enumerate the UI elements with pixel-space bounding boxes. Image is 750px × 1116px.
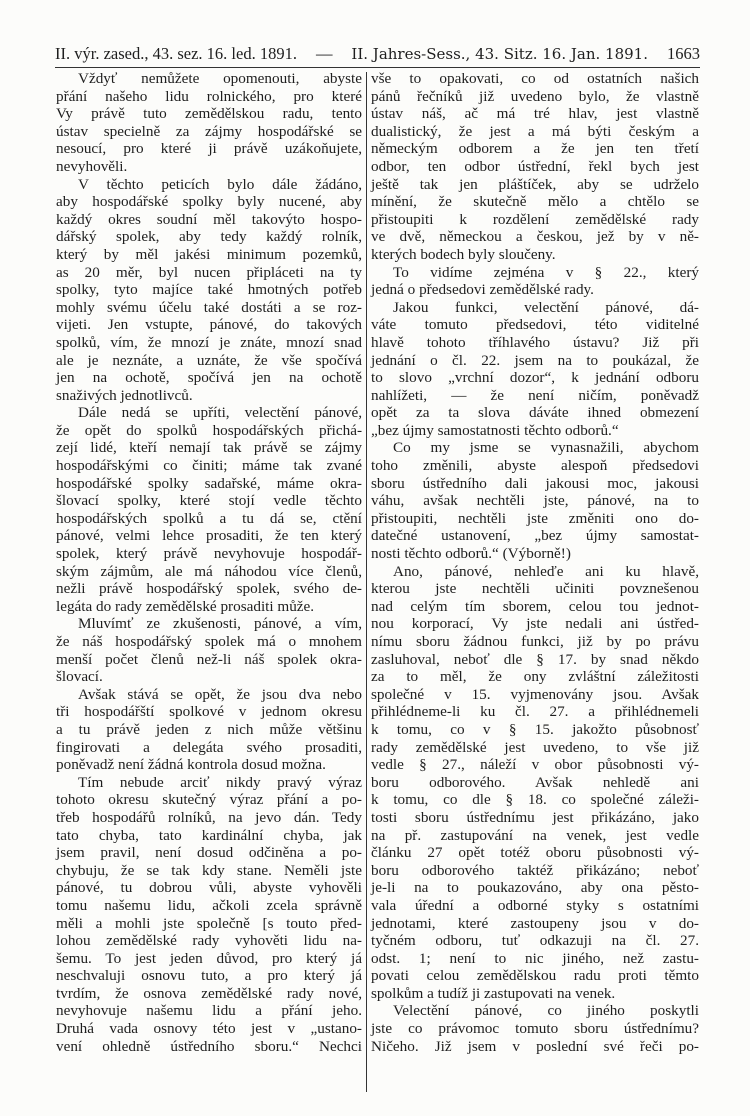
text-line: článku 27 opět totéž oboru působnosti vý- — [371, 844, 699, 862]
text-line: jsem pravil, není dosud odčiněna a po- — [56, 844, 362, 862]
text-line: Vždyť nemůžete opomenouti, abyste — [78, 70, 362, 87]
text-line: přihlédneme-li ku čl. 27. a přihlédnemeli — [371, 703, 699, 721]
text-line: vala úřední a odborné styky s ostatními — [371, 896, 699, 914]
text-line: boru odborového. Avšak nehledě ani — [371, 773, 699, 791]
text-line: poněvadž není žádná kontrola dosud možna. — [56, 756, 326, 774]
text-line: tato chyba, tato kardinální chyba, jak — [56, 826, 362, 844]
text-line: dualistický, že jest a má býti českým a — [371, 122, 699, 140]
text-line: šlovací. — [56, 668, 103, 686]
text-line: hospodářské spolky sadařské, máme okra- — [56, 474, 362, 492]
text-line: německým odborem a že jen ten třetí — [371, 140, 699, 158]
text-line: tohoto okresu skutečný výraz přání a po- — [56, 791, 362, 809]
right-column — [371, 70, 699, 1055]
text-line: spolky, tyto majíce také hmotných potřeb — [56, 281, 362, 299]
text-line: menší počet členů než-li náš spolek okra- — [56, 650, 362, 668]
text-line: ve dvě, německou a českou, jež by v ně- — [371, 228, 699, 246]
text-line: nahlížeti, — že není ničím, poněvadž — [371, 386, 699, 404]
text-line: jedná o předsedovi zemědělské rady. — [371, 281, 594, 299]
text-line: Co my jsme se vynasnažili, abychom — [393, 439, 699, 457]
text-line: sboru ústředního dali jakousi moc, jakousi — [371, 474, 699, 492]
left-column — [56, 70, 362, 1055]
text-line: hospodářských spolků a tu dá se, ctění — [56, 509, 362, 527]
text-line: chybuju, že se tak kdy stane. Neměli jste — [56, 861, 362, 879]
text-line: každý okres soudní měl takovýto hospo- — [56, 210, 362, 228]
text-line: Mluvímť ze zkušenosti, pánové, a vím, — [78, 615, 362, 633]
text-line: „bez újmy samostatnosti těchto odborů.“ — [371, 421, 619, 439]
text-line: nou korporací, Vy jste nedali ani ústřed- — [371, 615, 699, 633]
text-line: k tomu, co dle § 18. co společné záleži- — [371, 791, 699, 809]
text-line: opět za ta slova dáváte ihned obmezení — [371, 404, 699, 422]
text-line: Velectění pánové, co jiného poskytli — [393, 1002, 699, 1020]
text-line: ale je neznáte, a uznáte, že vše spočívá — [56, 351, 362, 369]
text-line: to slovo „vrchní dozor“, k jednání odboru — [371, 369, 699, 387]
text-line: tři hospodářští spolkové v jednom okresu — [56, 703, 362, 721]
column-divider — [366, 72, 367, 1092]
text-line: spolků, vím, že mnozí je znáte, mnozí snad — [56, 333, 362, 351]
text-line: jednotami, které zastoupeny jsou v do- — [371, 914, 699, 932]
text-line: pánové, tu dobrou vůli, abyste vyhověli — [56, 879, 362, 897]
text-line: šlovací spolky, které stojí vedle těchto — [56, 492, 362, 510]
text-line: tosti sboru ústřednímu jest přikázáno, jako — [371, 808, 699, 826]
text-line: Ano, pánové, nehleďe ani ku hlavě, — [393, 562, 699, 580]
text-line: pánové, velmi lehce prosaditi, že ten který — [56, 527, 362, 545]
text-line: ským zájmům, ale má náhodou více členů, — [56, 562, 362, 580]
text-line: nevyhověli. — [56, 157, 128, 175]
text-line: že náš hospodářský spolek má o mnohem — [56, 633, 362, 650]
text-line: nesoucí, pro které ji právě uzákoňujete, — [56, 140, 362, 158]
text-line: třeb hospodářů rolníků, na jevo dán. Tedy — [56, 808, 362, 826]
text-line: nežli právě hospodářský spolek, svého de- — [56, 580, 362, 598]
text-line: Avšak stává se opět, že jsou dva nebo — [78, 685, 362, 703]
text-line: lohou zemědělské rady vyhověti lidu na- — [56, 932, 362, 950]
text-line: vše to opakovati, co od ostatních našich — [371, 70, 699, 87]
text-line: odst. 1; není to nic jiného, než zastu- — [371, 949, 699, 967]
text-line: mohly svému účelu také dostáti a se roz- — [56, 298, 362, 316]
text-line: že opět do spolků hospodářských přichá- — [56, 421, 362, 439]
text-line: Druhá vada osnovy této jest v „ustano- — [56, 1020, 362, 1038]
text-line: V těchto peticích bylo dále žádáno, — [78, 175, 362, 193]
text-line: k tomu, co v § 15. jakožto působnosť — [371, 720, 699, 738]
text-line: nímu sboru žádnou funkci, již by po právu — [371, 633, 699, 650]
text-line: na př. zastupování na venek, jest vedle — [371, 826, 699, 844]
text-line: vijeti. Jen vstupte, pánové, do takových — [56, 316, 362, 334]
text-line: váte tomuto předsedovi, této viditelné — [371, 316, 699, 334]
text-line: tvrdím, že osnova zemědělské rady nové, — [56, 984, 362, 1002]
text-line: jen na ochotě, spočívá jen na ochotě — [56, 369, 362, 387]
text-line: fingirovati a delegáta svého prosaditi, — [56, 738, 362, 756]
text-line: přistoupiti k rozdělení zemědělské rady — [371, 210, 699, 228]
text-line: snaživých jednotlivců. — [56, 386, 193, 404]
text-line: toho změnili, abyste alespoň předsedovi — [371, 457, 699, 475]
text-line: neschvaluji osnovu tuto, a pro který já — [56, 967, 362, 985]
text-line: jste co právomoc tomuto sboru ústřednímu? — [371, 1020, 699, 1038]
text-line: Tím nebude arciť nikdy pravý výraz — [78, 773, 362, 791]
text-line: Jakou funkci, velectění pánové, dá- — [393, 298, 699, 316]
text-line: Vy právě tuto zemědělskou radu, tento — [56, 105, 362, 123]
text-line: mínění, že skutečně mělo a chtělo se — [371, 193, 699, 211]
text-line: nosti těchto odborů.“ (Výborně!) — [371, 545, 571, 563]
text-line: as 20 měr, byl nucen připláceti na ty — [56, 263, 362, 281]
header-czech: II. výr. zased., 43. sez. 16. led. 1891. — [55, 44, 297, 63]
text-line: vení ohledně ústředního sboru.“ Nechci — [56, 1037, 362, 1055]
text-line: ještě tak jen pláštíček, aby se udrželo — [371, 175, 699, 193]
text-line: zejí lidé, kteří nemají tak právě se zájmy — [56, 439, 362, 457]
text-line: za to měl, že ony zvláštní záležitosti — [371, 668, 699, 686]
text-line: spolek, který právě nevyhovuje hospodář- — [56, 545, 362, 563]
text-line: datečné ustanovení, „bez újmy samostat- — [371, 527, 699, 545]
text-line: Dále nedá se upříti, velectění pánové, — [78, 404, 362, 422]
text-line: nevyhovuje našemu lidu a přání jeho. — [56, 1002, 362, 1020]
text-line: boru odborového taktéž přikázáno; neboť — [371, 861, 699, 879]
text-line: ústav specielně za zájmy hospodářské se — [56, 122, 362, 140]
text-line: odbor, ten odbor ústřední, řekl bych jest — [371, 157, 699, 175]
text-line: šemu. To jest jeden důvod, pro který já — [56, 949, 362, 967]
text-line: To vidíme zejména v § 22., který — [393, 263, 699, 281]
text-line: ústav náš, ač má tré hlav, jest vlastně — [371, 105, 699, 123]
text-line: měli a mohli jste společně [s touto před- — [56, 914, 362, 932]
text-line: povati celou zemědělskou radu proti těmto — [371, 967, 699, 985]
page-number: 1663 — [666, 44, 700, 63]
text-line: který by měl jakési minimum pozemků, — [56, 245, 362, 263]
text-line: pánů řečníků již uvedeno bylo, že vlastně — [371, 87, 699, 105]
text-line: přání našeho lidu rolnického, pro které — [56, 87, 362, 105]
text-line: a tu právě jeden z nich může většinu — [56, 720, 362, 738]
header-dash: — — [315, 44, 333, 63]
text-line: rady zemědělské jest uvedeno, to vše již — [371, 738, 699, 756]
text-line: vedle § 27., náleží v obor působnosti vý- — [371, 756, 699, 774]
text-line: aby hospodářské spolky byly nucené, aby — [56, 193, 362, 211]
header-rule — [55, 67, 700, 68]
text-line: kterých bodech byly sloučeny. — [371, 245, 556, 263]
running-header — [55, 44, 700, 66]
text-line: hospodářskými co činiti; máme tak zvané — [56, 457, 362, 475]
header-german: II. Jahres-Sess., 43. Sitz. 16. Jan. 1891. — [351, 45, 648, 63]
text-line: dářský spolek, aby tedy každý rolník, — [56, 228, 362, 246]
text-line: spolkům a tudíž ji zastupovati na venek. — [371, 984, 616, 1002]
text-line: je-li na to poukazováno, aby ona pěsto- — [371, 879, 699, 897]
text-line: hlavě tohoto tříhlavého ústavu? Již při — [371, 333, 699, 351]
text-line: zasluhoval, neboť dle § 17. by snad někdo — [371, 650, 699, 668]
text-line: kterou jste nechtěli učiniti povznešenou — [371, 580, 699, 598]
text-line: společné v 15. vyjmenovány jsou. Avšak — [371, 685, 699, 703]
text-line: tomu našemu lidu, ačkoli zcela správně — [56, 896, 362, 914]
text-line: legáta do rady zemědělské prosaditi může. — [56, 597, 315, 615]
text-line: nad celým tím sborem, celou tou jednot- — [371, 597, 699, 615]
text-line: Ničeho. Již jsem v poslední své řeči po- — [371, 1037, 699, 1055]
text-line: přistoupiti, nechtěli jste změniti ono do- — [371, 509, 699, 527]
text-line: tyčném odboru, tuť odkazuji na čl. 27. — [371, 932, 699, 950]
text-line: jednání o čl. 22. jsem na to poukázal, že — [371, 351, 699, 369]
text-line: váhu, avšak nechtěli jste, pánové, na to — [371, 492, 699, 510]
